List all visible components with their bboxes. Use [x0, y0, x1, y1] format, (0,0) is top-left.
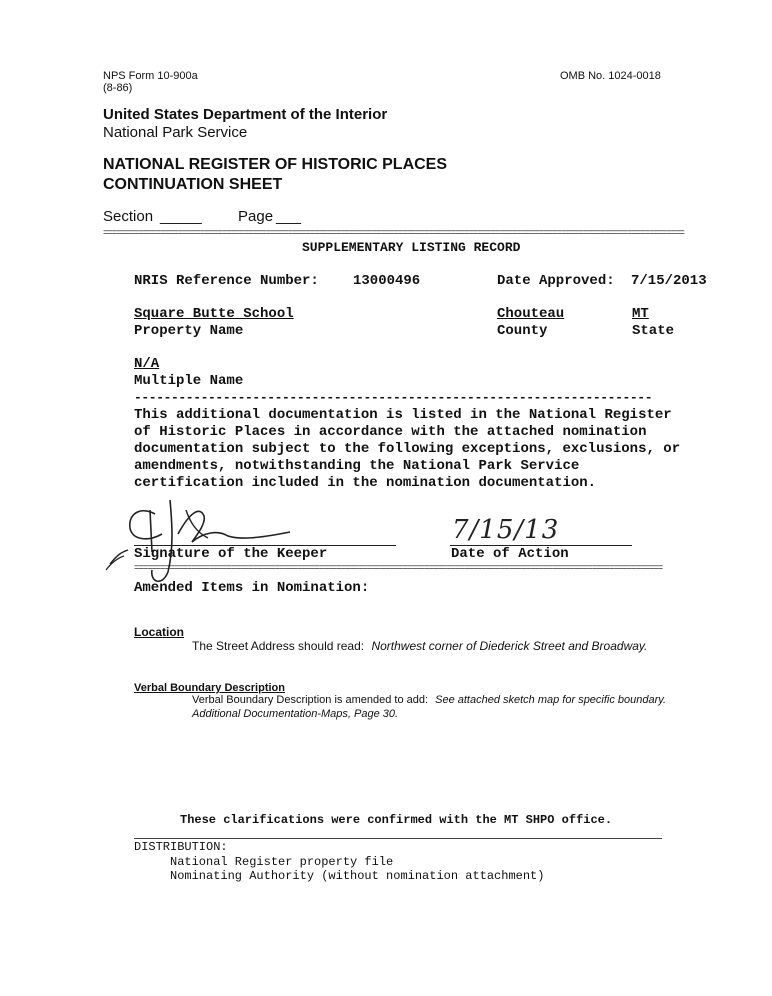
form-date: (8-86): [103, 82, 133, 94]
page-blank: ___: [276, 208, 302, 225]
boundary-text: [192, 694, 666, 706]
amended-items-label: Amended Items in Nomination:: [134, 580, 370, 596]
omb-number: OMB No. 1024-0018: [560, 70, 661, 82]
boundary-value-line2: Additional Documentation-Maps, Page 30.: [192, 708, 399, 720]
signature-label: Signature of the Keeper: [134, 546, 328, 562]
statement-line-2: of Historic Places in accordance with the attached nomination: [134, 424, 647, 440]
location-heading: Location: [134, 625, 184, 639]
form-title-line1: NATIONAL REGISTER OF HISTORIC PLACES: [103, 156, 448, 173]
handwritten-action-date: 7/15/13: [452, 515, 560, 545]
location-value: Northwest corner of Diederick Street and Broadway.: [371, 639, 648, 653]
date-of-action-label: Date of Action: [451, 546, 569, 562]
property-name-label: Property Name: [134, 323, 244, 339]
boundary-value-line1: See attached sketch map for specific boundary.: [435, 694, 667, 706]
property-name-value: Square Butte School: [134, 306, 294, 322]
form-title-line2: CONTINUATION SHEET: [103, 176, 283, 193]
department-name: United States Department of the Interior: [103, 106, 388, 123]
distribution-rule: [134, 838, 662, 839]
section-label: Section: [103, 208, 154, 225]
county-label: County: [497, 323, 548, 339]
state-label: State: [632, 323, 675, 339]
keeper-signature: [100, 492, 300, 592]
statement-line-1: This additional documentation is listed in the National Register: [134, 407, 672, 423]
form-number: NPS Form 10-900a: [103, 70, 198, 82]
statement-line-4: amendments, notwithstanding the National Park Service: [134, 458, 580, 474]
date-approved-value: 7/15/2013: [631, 273, 707, 289]
boundary-heading: Verbal Boundary Description: [134, 682, 285, 694]
boundary-prefix: Verbal Boundary Description is amended to add:: [192, 694, 429, 706]
record-heading: SUPPLEMENTARY LISTING RECORD: [302, 240, 521, 255]
state-value: MT: [632, 306, 649, 322]
double-rule-top: ====================================================================================================================================: [103, 229, 684, 238]
statement-line-5: certification included in the nomination documentation.: [134, 475, 597, 491]
dash-rule: ----------------------------------------------------------------------: [134, 390, 653, 405]
location-prefix: The Street Address should read:: [192, 639, 365, 653]
multiple-name-label: Multiple Name: [134, 373, 244, 389]
distribution-label: DISTRIBUTION:: [134, 840, 228, 854]
nris-value: 13000496: [353, 273, 421, 289]
multiple-name-value: N/A: [134, 356, 160, 372]
double-rule-bottom: ========================================================================================================================: [134, 564, 663, 573]
county-value: Chouteau: [497, 306, 565, 322]
clarification-note: These clarifications were confirmed with the MT SHPO office.: [180, 813, 613, 827]
service-name: National Park Service: [103, 124, 248, 141]
location-text: [192, 639, 647, 653]
statement-line-3: documentation subject to the following exceptions, exclusions, or: [134, 441, 681, 457]
nris-label: NRIS Reference Number:: [134, 273, 319, 289]
date-approved-label: Date Approved:: [497, 273, 615, 289]
section-blank: _____: [160, 208, 202, 225]
distribution-item-1: National Register property file: [170, 855, 394, 869]
page-label: Page: [238, 208, 274, 225]
distribution-item-2: Nominating Authority (without nomination attachment): [170, 869, 545, 883]
